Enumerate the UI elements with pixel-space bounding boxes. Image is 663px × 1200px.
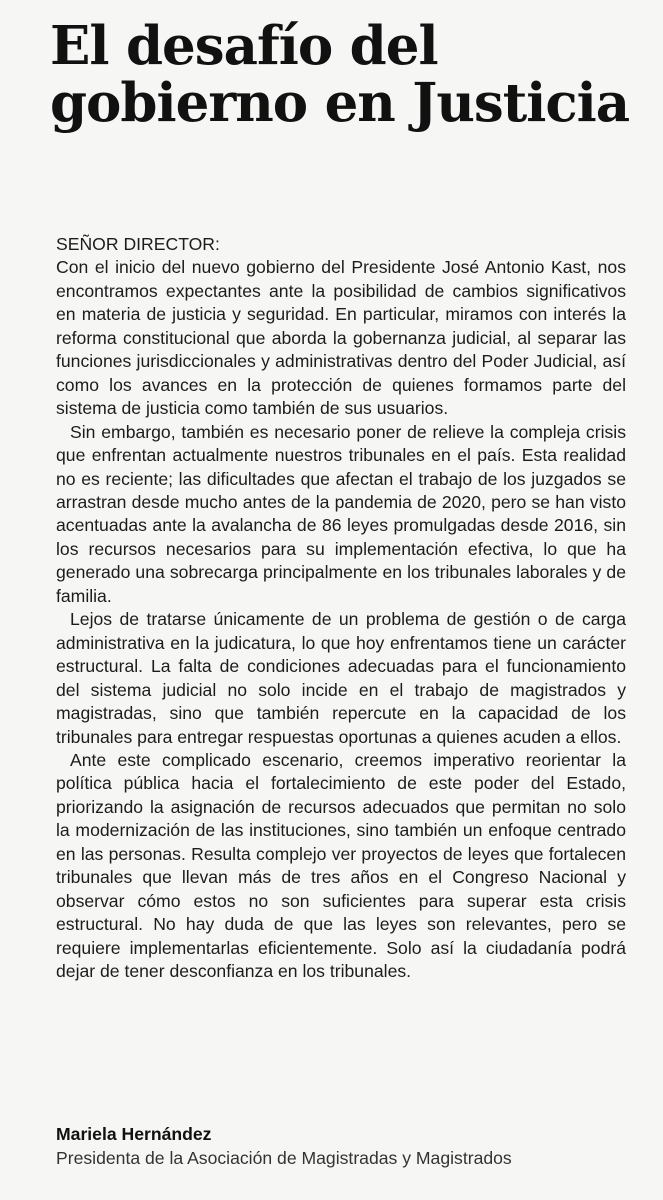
paragraph-4: Ante este complicado escenario, creemos imperativo reorientar la política pública hacia el fortalecimiento de este poder del Estado, priorizando la asignación de recursos adecuados que permitan no solo la modernización de las instituciones, sino también un enfoque centrado en las personas. Resulta complejo ver proyectos de leyes que fortalecen tribunales que llevan más de tres años en el Congreso Nacional y observar cómo estos no son suficientes para superar esta crisis estructural. No hay duda de que las leyes son relevantes, pero se requiere implementarlas eficientemente. Solo así la ciudadanía podrá dejar de tener desconfianza en los tribunales. bbox=[56, 749, 626, 982]
letter-body bbox=[56, 233, 626, 984]
paragraph-3: Lejos de tratarse únicamente de un problema de gestión o de carga administrativa en la judicatura, lo que hoy enfrentamos tiene un carácter estructural. La falta de condiciones adecuadas para el funcionamiento del sistema judicial no solo incide en el trabajo de magistrados y magistradas, sino que también repercute en la capacidad de los tribunales para entregar respuestas oportunas a quienes acuden a ellos. bbox=[56, 609, 626, 747]
author-role: Presidenta de la Asociación de Magistradas y Magistrados bbox=[56, 1147, 512, 1168]
paragraph-1: Con el inicio del nuevo gobierno del Presidente José Antonio Kast, nos encontramos expectantes ante la posibilidad de cambios significativos en materia de justicia y seguridad. En particular, miramos con interés la reforma constitucional que aborda la gobernanza judicial, al separar las funciones jurisdiccionales y administrativas dentro del Poder Judicial, así como los avances en la protección de quienes formamos parte del sistema de justicia como también de sus usuarios. bbox=[56, 257, 626, 419]
paragraph-2: Sin embargo, también es necesario poner de relieve la compleja crisis que enfrentan actualmente nuestros tribunales en el país. Esta realidad no es reciente; las dificultades que afectan el trabajo de los juzgados se arrastran desde mucho antes de la pandemia de 2020, pero se han visto acentuadas ante la avalancha de 86 leyes promulgadas desde 2016, sin los recursos necesarios para su implementación efectiva, lo que ha generado una sobrecarga principalmente en los tribunales laborales y de familia. bbox=[56, 421, 626, 606]
signature-block bbox=[56, 1123, 636, 1170]
author-name: Mariela Hernández bbox=[56, 1124, 212, 1144]
letter-title: El desafío del gobierno en Justicia bbox=[50, 15, 630, 134]
salutation: SEÑOR DIRECTOR: bbox=[56, 234, 220, 254]
